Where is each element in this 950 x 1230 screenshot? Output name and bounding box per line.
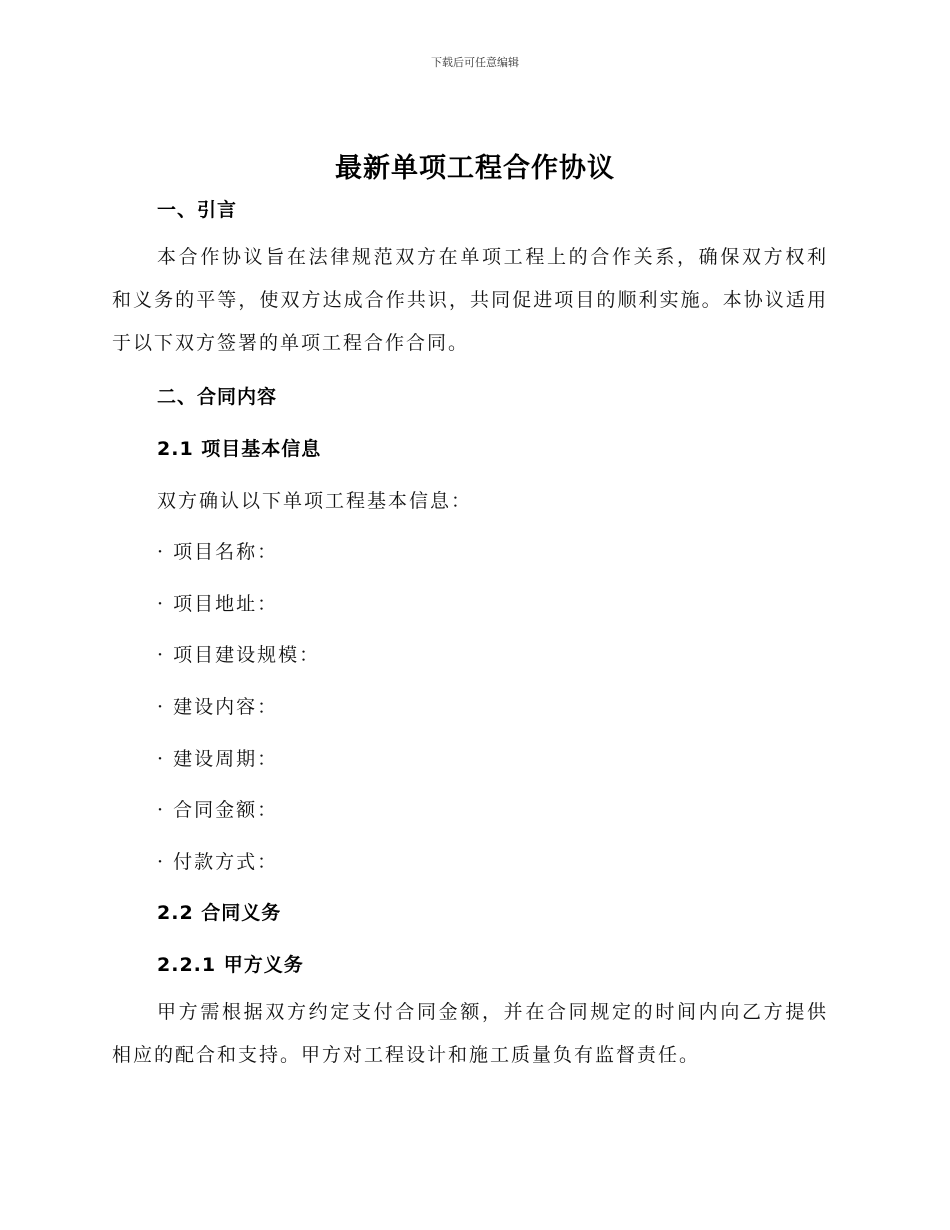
section-1-heading: 一、引言 [157, 199, 238, 221]
list-item-construction-period: · 建设周期： [157, 748, 279, 770]
section-2-heading: 二、合同内容 [157, 386, 278, 408]
list-item-project-address: · 项目地址： [157, 593, 279, 615]
list-item-project-name: · 项目名称： [157, 541, 279, 563]
section-2-2-1-paragraph: 甲方需根据双方约定支付合同金额，并在合同规定的时间内向乙方提供相应的配合和支持。甲方对工程设计和施工质量负有监督责任。 [112, 1001, 828, 1066]
document-title: 最新单项工程合作协议 [335, 153, 615, 184]
section-2-2-heading: 2.2 合同义务 [157, 902, 282, 924]
list-item-construction-content: · 建设内容： [157, 696, 279, 718]
list-item-contract-amount: · 合同金额： [157, 799, 279, 821]
section-2-2-1-heading: 2.2.1 甲方义务 [157, 954, 304, 976]
section-2-1-heading: 2.1 项目基本信息 [157, 438, 322, 460]
page-header-note: 下载后可任意编辑 [431, 56, 519, 69]
section-2-1-intro: 双方确认以下单项工程基本信息： [157, 490, 473, 512]
section-1-paragraph: 本合作协议旨在法律规范双方在单项工程上的合作关系，确保双方权利和义务的平等，使双方达成合作共识，共同促进项目的顺利实施。本协议适用于以下双方签署的单项工程合作合同。 [112, 246, 828, 354]
list-item-payment-method: · 付款方式： [157, 851, 279, 873]
list-item-construction-scale: · 项目建设规模： [157, 644, 321, 666]
